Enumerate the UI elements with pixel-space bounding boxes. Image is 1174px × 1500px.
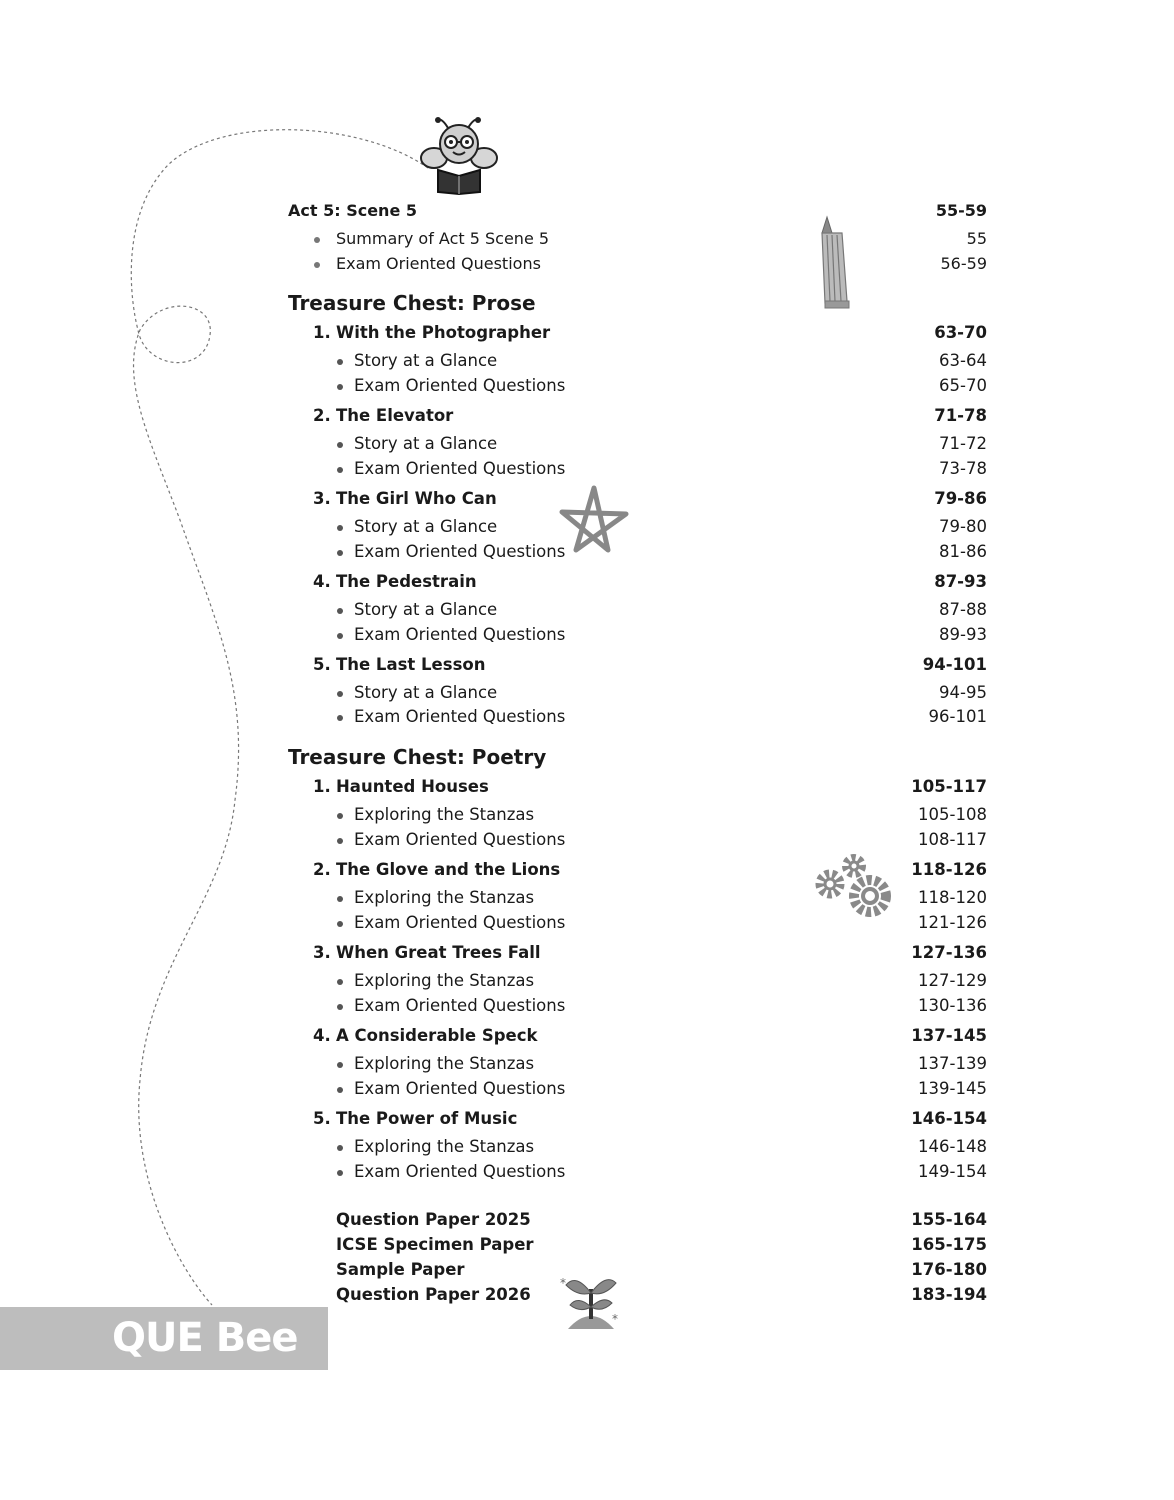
chapter-number: 4. bbox=[313, 1026, 331, 1045]
chapter-title: 2. The Glove and the Lions bbox=[313, 860, 561, 879]
toc-chapter[interactable] bbox=[0, 572, 1174, 596]
chapter-pages: 87-93 bbox=[934, 572, 987, 591]
toc-chapter[interactable] bbox=[0, 655, 1174, 679]
toc-chapter[interactable] bbox=[0, 943, 1174, 967]
subitem-label: Story at a Glance bbox=[354, 683, 498, 702]
subitem-pages: 73-78 bbox=[939, 459, 987, 478]
bullet-icon bbox=[337, 691, 343, 697]
chapter-number: 2. bbox=[313, 406, 331, 425]
bullet-icon bbox=[337, 442, 343, 448]
subitem-pages: 96-101 bbox=[928, 707, 987, 726]
toc-subitem[interactable] bbox=[0, 517, 1174, 541]
bullet-icon bbox=[337, 550, 343, 556]
toc-subitem[interactable] bbox=[0, 996, 1174, 1020]
subitem-pages: 94-95 bbox=[939, 683, 987, 702]
subitem-label: Exam Oriented Questions bbox=[354, 1079, 566, 1098]
item-pages: 55 bbox=[966, 229, 987, 248]
subitem-label: Story at a Glance bbox=[354, 434, 498, 453]
bullet-icon bbox=[337, 896, 343, 902]
bullet-icon bbox=[337, 715, 343, 721]
subitem-label: Exam Oriented Questions bbox=[354, 707, 566, 726]
bullet-icon bbox=[337, 1170, 343, 1176]
chapter-number: 5. bbox=[313, 1109, 331, 1128]
section-heading-poetry bbox=[0, 745, 1174, 773]
toc-subitem[interactable] bbox=[0, 830, 1174, 854]
toc-chapter[interactable] bbox=[0, 1026, 1174, 1050]
subitem-label: Exam Oriented Questions bbox=[354, 996, 566, 1015]
chapter-number: 1. bbox=[313, 777, 331, 796]
toc-subitem[interactable] bbox=[0, 1162, 1174, 1186]
act-pages: 55-59 bbox=[935, 201, 987, 220]
chapter-pages: 118-126 bbox=[911, 860, 987, 879]
toc-act-item[interactable] bbox=[0, 229, 1174, 253]
bullet-icon bbox=[337, 838, 343, 844]
subitem-label: Exam Oriented Questions bbox=[354, 830, 566, 849]
subitem-label: Exam Oriented Questions bbox=[354, 1162, 566, 1181]
item-pages: 56-59 bbox=[940, 254, 987, 273]
subitem-label: Exploring the Stanzas bbox=[354, 971, 535, 990]
toc-subitem[interactable] bbox=[0, 542, 1174, 566]
item-label: Exam Oriented Questions bbox=[336, 254, 541, 273]
toc-subitem[interactable] bbox=[0, 805, 1174, 829]
chapter-title: 1. With the Photographer bbox=[313, 323, 551, 342]
toc-subitem[interactable] bbox=[0, 351, 1174, 375]
chapter-number: 3. bbox=[313, 943, 331, 962]
bullet-icon bbox=[337, 1145, 343, 1151]
subitem-pages: 87-88 bbox=[939, 600, 987, 619]
subitem-pages: 139-145 bbox=[918, 1079, 987, 1098]
brand-logo-text: QUE Bee bbox=[112, 1315, 298, 1361]
subitem-label: Exploring the Stanzas bbox=[354, 805, 535, 824]
subitem-label: Exam Oriented Questions bbox=[354, 459, 566, 478]
toc-subitem[interactable] bbox=[0, 625, 1174, 649]
subitem-pages: 118-120 bbox=[918, 888, 987, 907]
subitem-pages: 130-136 bbox=[918, 996, 987, 1015]
subitem-pages: 79-80 bbox=[939, 517, 987, 536]
subitem-label: Story at a Glance bbox=[354, 517, 498, 536]
bullet-icon bbox=[337, 359, 343, 365]
toc-subitem[interactable] bbox=[0, 1079, 1174, 1103]
bullet-icon bbox=[337, 979, 343, 985]
chapter-number: 3. bbox=[313, 489, 331, 508]
toc-subitem[interactable] bbox=[0, 888, 1174, 912]
chapter-pages: 137-145 bbox=[911, 1026, 987, 1045]
chapter-pages: 79-86 bbox=[934, 489, 987, 508]
subitem-label: Exploring the Stanzas bbox=[354, 1137, 535, 1156]
subitem-label: Exam Oriented Questions bbox=[354, 376, 566, 395]
toc-subitem[interactable] bbox=[0, 1137, 1174, 1161]
extra-pages: 183-194 bbox=[911, 1285, 987, 1304]
chapter-title: 4. A Considerable Speck bbox=[313, 1026, 538, 1045]
bullet-icon bbox=[337, 525, 343, 531]
svg-text:*: * bbox=[612, 1312, 618, 1326]
chapter-pages: 146-154 bbox=[911, 1109, 987, 1128]
toc-chapter[interactable] bbox=[0, 1109, 1174, 1133]
subitem-label: Exam Oriented Questions bbox=[354, 913, 566, 932]
extra-title: Question Paper 2025 bbox=[336, 1210, 531, 1229]
chapter-number: 4. bbox=[313, 572, 331, 591]
subitem-pages: 137-139 bbox=[918, 1054, 987, 1073]
chapter-number: 1. bbox=[313, 323, 331, 342]
act-title: Act 5: Scene 5 bbox=[288, 201, 417, 220]
chapter-pages: 105-117 bbox=[911, 777, 987, 796]
subitem-pages: 108-117 bbox=[918, 830, 987, 849]
extra-title: ICSE Specimen Paper bbox=[336, 1235, 534, 1254]
subitem-label: Exploring the Stanzas bbox=[354, 1054, 535, 1073]
chapter-number: 5. bbox=[313, 655, 331, 674]
chapter-title: 3. The Girl Who Can bbox=[313, 489, 497, 508]
chapter-pages: 63-70 bbox=[934, 323, 987, 342]
bullet-icon bbox=[337, 608, 343, 614]
toc-subitem[interactable] bbox=[0, 971, 1174, 995]
bullet-icon bbox=[337, 813, 343, 819]
item-label: Summary of Act 5 Scene 5 bbox=[336, 229, 550, 248]
subitem-pages: 71-72 bbox=[939, 434, 987, 453]
toc-chapter[interactable] bbox=[0, 323, 1174, 347]
toc-subitem[interactable] bbox=[0, 600, 1174, 624]
bullet-icon bbox=[337, 467, 343, 473]
subitem-label: Exploring the Stanzas bbox=[354, 888, 535, 907]
subitem-pages: 146-148 bbox=[918, 1137, 987, 1156]
chapter-title: 5. The Power of Music bbox=[313, 1109, 518, 1128]
section-title: Treasure Chest: Poetry bbox=[288, 745, 547, 769]
toc-subitem[interactable] bbox=[0, 683, 1174, 707]
toc-subitem[interactable] bbox=[0, 1054, 1174, 1078]
section-heading-prose bbox=[0, 291, 1174, 319]
subitem-pages: 89-93 bbox=[939, 625, 987, 644]
bullet-icon bbox=[337, 1062, 343, 1068]
subitem-pages: 121-126 bbox=[918, 913, 987, 932]
subitem-pages: 127-129 bbox=[918, 971, 987, 990]
chapter-title: 4. The Pedestrain bbox=[313, 572, 477, 591]
toc-chapter[interactable] bbox=[0, 406, 1174, 430]
extra-pages: 165-175 bbox=[911, 1235, 987, 1254]
extra-pages: 176-180 bbox=[911, 1260, 987, 1279]
chapter-title: 1. Haunted Houses bbox=[313, 777, 489, 796]
extra-title: Sample Paper bbox=[336, 1260, 465, 1279]
toc-subitem[interactable] bbox=[0, 913, 1174, 937]
chapter-pages: 127-136 bbox=[911, 943, 987, 962]
subitem-label: Exam Oriented Questions bbox=[354, 542, 566, 561]
subitem-label: Story at a Glance bbox=[354, 351, 498, 370]
bullet-icon bbox=[337, 921, 343, 927]
subitem-pages: 105-108 bbox=[918, 805, 987, 824]
chapter-title: 3. When Great Trees Fall bbox=[313, 943, 541, 962]
subitem-pages: 149-154 bbox=[918, 1162, 987, 1181]
toc-subitem[interactable] bbox=[0, 376, 1174, 400]
toc-chapter[interactable] bbox=[0, 777, 1174, 801]
bullet-icon bbox=[314, 237, 320, 243]
bullet-icon bbox=[337, 1087, 343, 1093]
chapter-pages: 71-78 bbox=[934, 406, 987, 425]
bee-reading-icon bbox=[418, 114, 500, 196]
chapter-number: 2. bbox=[313, 860, 331, 879]
chapter-pages: 94-101 bbox=[922, 655, 987, 674]
brand-banner bbox=[0, 1307, 328, 1370]
toc-subitem[interactable] bbox=[0, 434, 1174, 458]
bullet-icon bbox=[337, 384, 343, 390]
toc-extra[interactable] bbox=[0, 1285, 1174, 1309]
toc-act-item[interactable] bbox=[0, 254, 1174, 278]
subitem-pages: 81-86 bbox=[939, 542, 987, 561]
bullet-icon bbox=[337, 1004, 343, 1010]
toc-extra[interactable] bbox=[0, 1210, 1174, 1234]
toc-subitem[interactable] bbox=[0, 707, 1174, 731]
toc-subitem[interactable] bbox=[0, 459, 1174, 483]
toc-extra[interactable] bbox=[0, 1235, 1174, 1259]
subitem-label: Exam Oriented Questions bbox=[354, 625, 566, 644]
subitem-label: Story at a Glance bbox=[354, 600, 498, 619]
extra-title: Question Paper 2026 bbox=[336, 1285, 531, 1304]
toc-extra[interactable] bbox=[0, 1260, 1174, 1284]
svg-text:*: * bbox=[560, 1276, 566, 1290]
bullet-icon bbox=[314, 262, 320, 268]
section-title: Treasure Chest: Prose bbox=[288, 291, 536, 315]
toc-act-heading[interactable] bbox=[0, 201, 1174, 225]
extra-pages: 155-164 bbox=[911, 1210, 987, 1229]
toc-chapter[interactable] bbox=[0, 860, 1174, 884]
bullet-icon bbox=[337, 633, 343, 639]
subitem-pages: 63-64 bbox=[939, 351, 987, 370]
chapter-title: 5. The Last Lesson bbox=[313, 655, 486, 674]
chapter-title: 2. The Elevator bbox=[313, 406, 454, 425]
subitem-pages: 65-70 bbox=[939, 376, 987, 395]
toc-chapter[interactable] bbox=[0, 489, 1174, 513]
